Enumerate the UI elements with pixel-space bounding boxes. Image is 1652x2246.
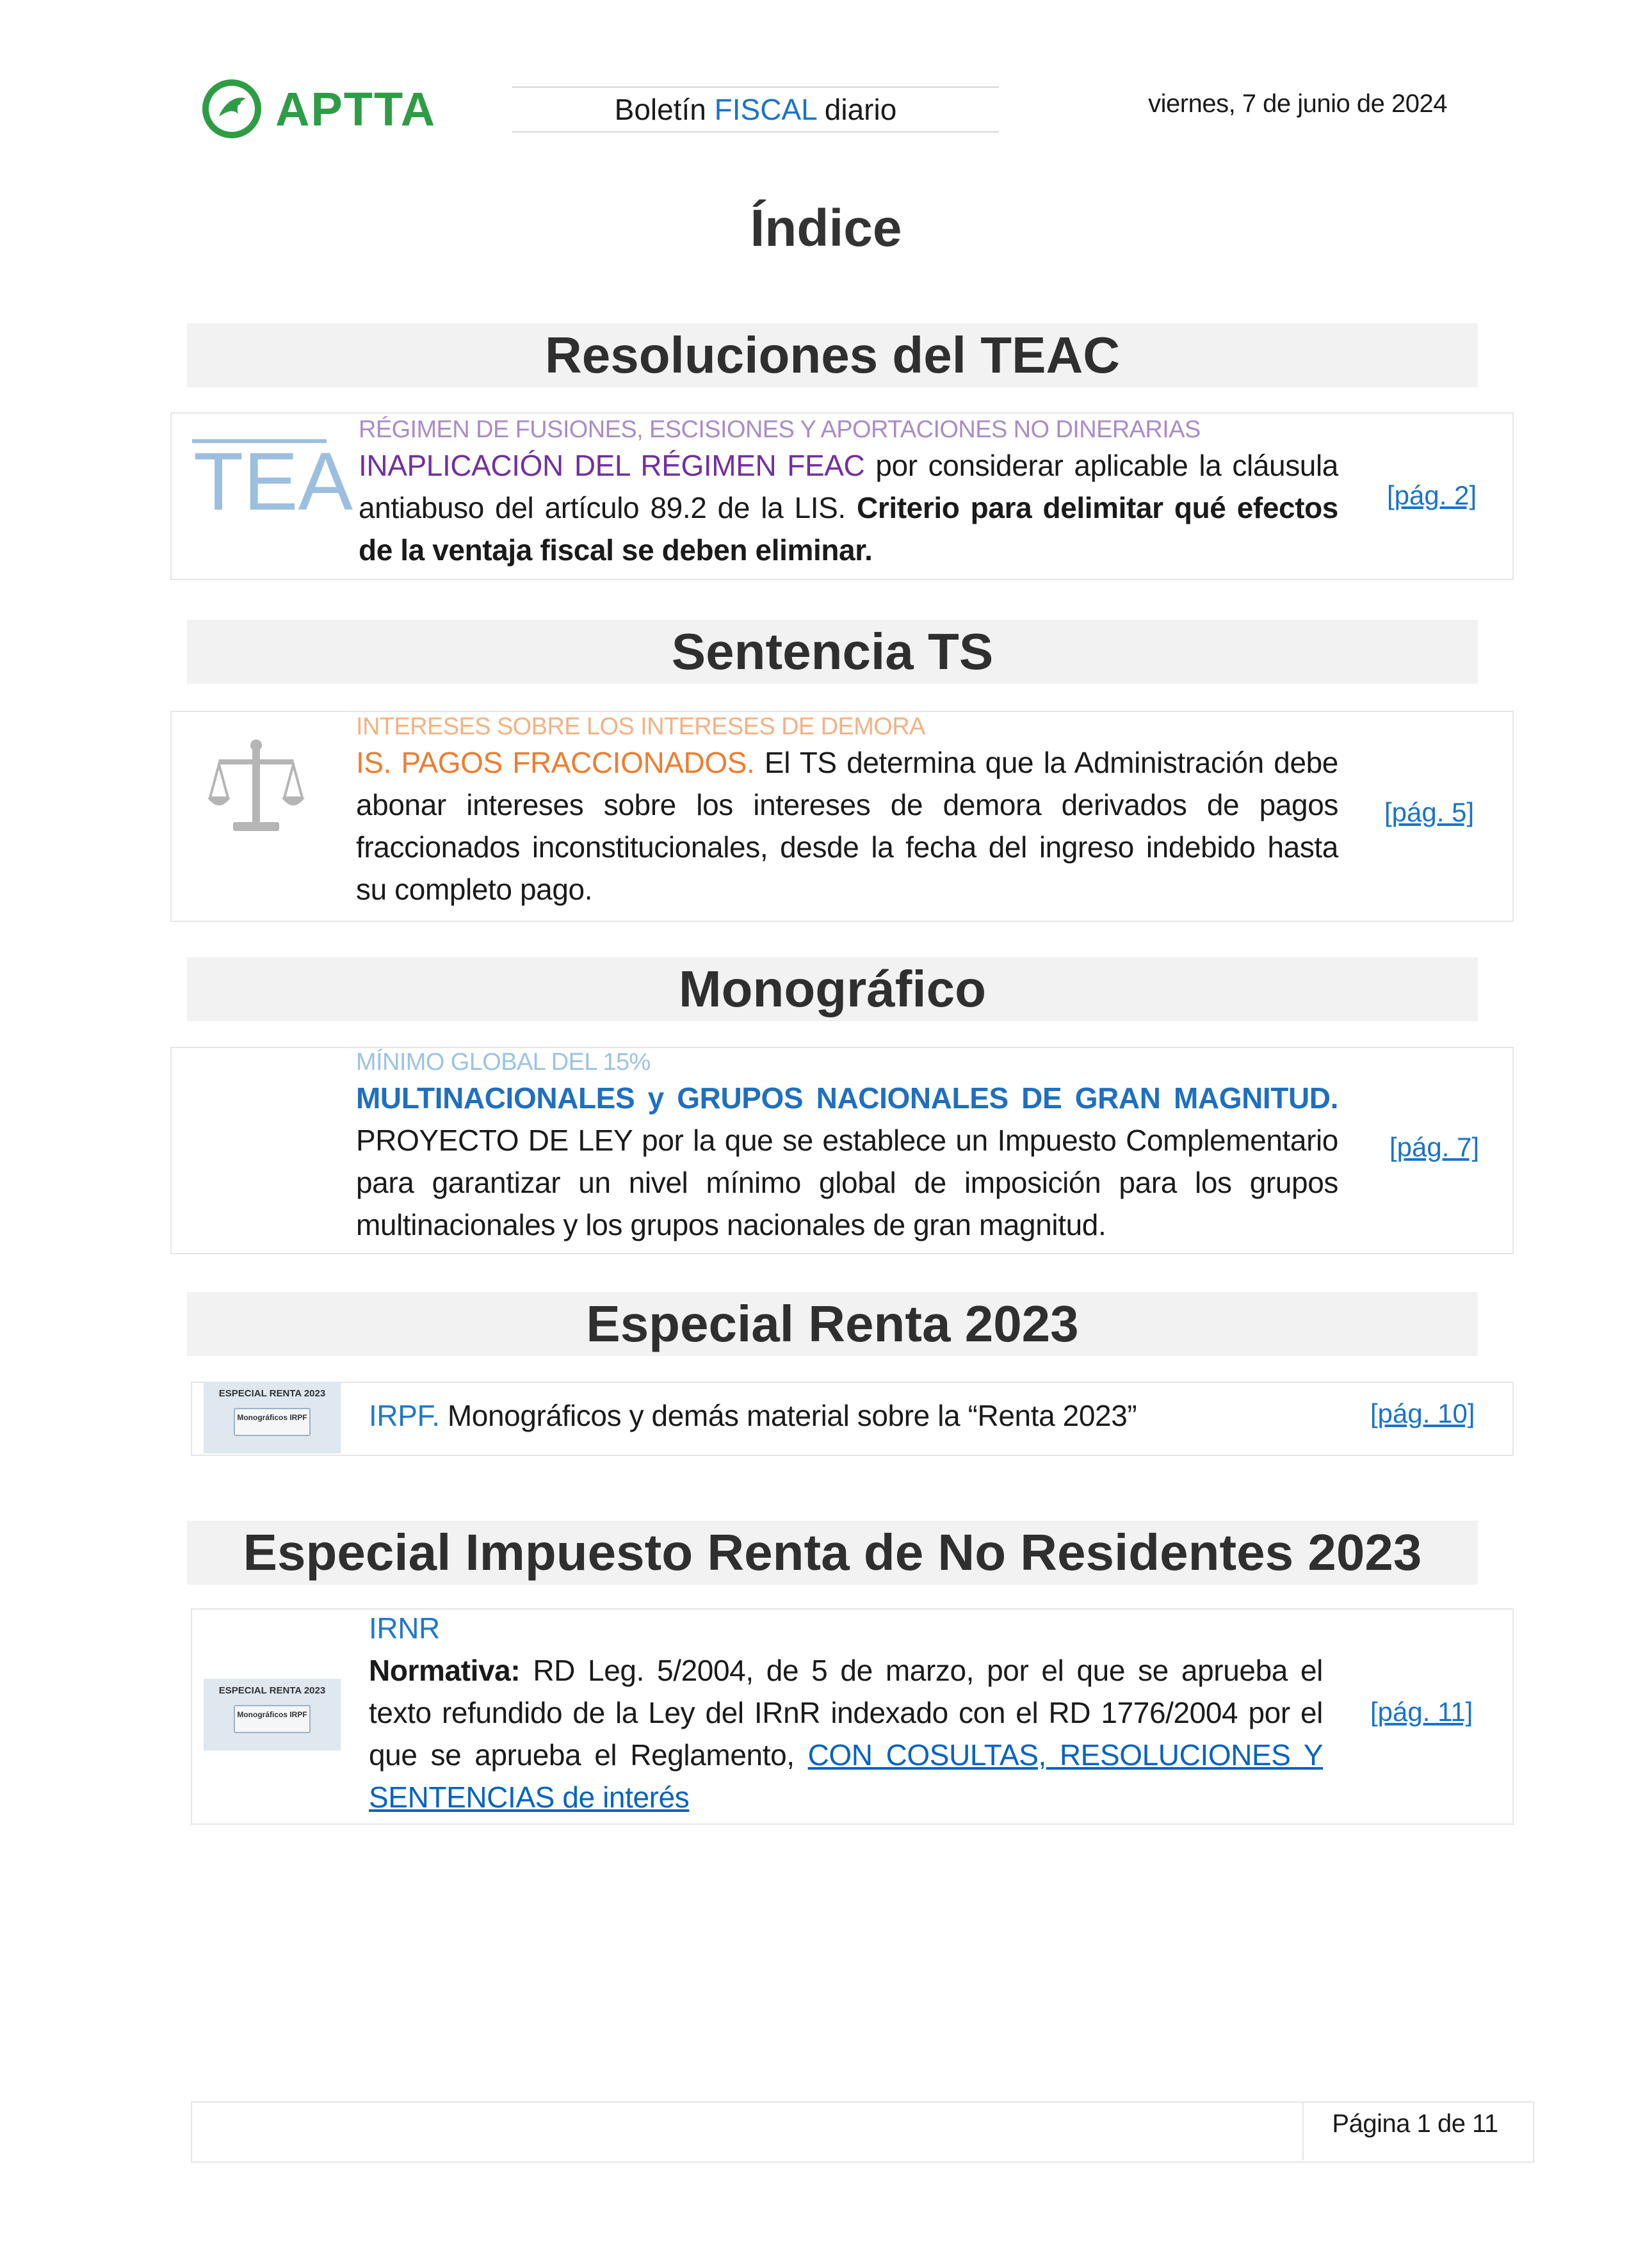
entry-lead: IRNR (369, 1612, 440, 1645)
aptta-logo-icon (200, 77, 264, 141)
section-heading-teac: Resoluciones del TEAC (187, 323, 1478, 387)
thumbnail-title: ESPECIAL RENTA 2023 (218, 1388, 326, 1399)
aptta-logo (200, 70, 469, 147)
section-heading-irnr: Especial Impuesto Renta de No Residentes 2023 (187, 1521, 1478, 1585)
category-label: INTERESES SOBRE LOS INTERESES DE DEMORA (356, 713, 925, 740)
entry-body: IS. PAGOS FRACCIONADOS. El TS determina que la Administración debe abonar intereses sobre los intereses de demora derivados de pagos fraccionados inconstitucionales, desde la fecha del ingreso indebido hasta su completo pago. (356, 746, 1338, 906)
section-heading-renta: Especial Renta 2023 (187, 1292, 1478, 1356)
category-label: RÉGIMEN DE FUSIONES, ESCISIONES Y APORTACIONES NO DINERARIAS (359, 416, 1201, 443)
tea-logo-image (192, 430, 353, 528)
logo-text: APTTA (275, 82, 437, 136)
page-link-7[interactable]: [pág. 7] (1389, 1132, 1480, 1162)
page-link-5[interactable]: [pág. 5] (1384, 797, 1475, 827)
tea-logo-text: TEA (193, 436, 353, 528)
entry-lead: INAPLICACIÓN DEL RÉGIMEN FEAC (359, 449, 865, 482)
entry-lead: MULTINACIONALES y GRUPOS NACIONALES DE GRAN MAGNITUD. (356, 1081, 1338, 1115)
page-number: Página 1 de 11 (1332, 2110, 1498, 2138)
scale-of-justice-icon (205, 736, 307, 839)
thumbnail-button: Monográficos IRPF (234, 1408, 311, 1436)
section-heading-monografico: Monográfico (187, 957, 1478, 1021)
page-link-10[interactable]: [pág. 10] (1370, 1398, 1475, 1428)
page-link-2[interactable]: [pág. 2] (1387, 480, 1477, 510)
entry-ts-content (356, 708, 1338, 910)
section-heading-ts: Sentencia TS (187, 620, 1478, 684)
index-title: Índice (750, 199, 902, 257)
bulletin-accent: FISCAL (714, 93, 817, 126)
category-label: MÍNIMO GLOBAL DEL 15% (356, 1049, 651, 1076)
entry-monografico-content (356, 1044, 1338, 1246)
entry-lead: IRPF. (369, 1399, 440, 1432)
entry-renta-body: IRPF. Monográficos y demás material sobre la “Renta 2023” (369, 1399, 1137, 1432)
page-link-11[interactable]: [pág. 11] (1370, 1697, 1473, 1727)
entry-body: Normativa: RD Leg. 5/2004, de 5 de marzo, por el que se aprueba el texto refundido de la Ley del IRnR indexado con el RD 1776/2004 por el que se aprueba el Reglamento, CON COSULTAS, RESOLUCIONES Y SENTENCIAS de interés (369, 1654, 1324, 1814)
entry-teac-content (359, 412, 1338, 571)
footer-divider (1302, 2101, 1304, 2160)
entry-body: MULTINACIONALES y GRUPOS NACIONALES DE GRAN MAGNITUD. PROYECTO DE LEY por la que se establece un Impuesto Complementario para garantizar un nivel mínimo global de imposición para los grupos multinacionales y los grupos nacionales de gran magnitud. (356, 1081, 1338, 1241)
consultas-link[interactable]: CON COSULTAS, RESOLUCIONES Y SENTENCIAS de interés (369, 1738, 1324, 1814)
header-date: viernes, 7 de junio de 2024 (1148, 90, 1447, 118)
entry-irnr-content (369, 1607, 1323, 1818)
entry-lead: IS. PAGOS FRACCIONADOS. (356, 746, 755, 779)
thumbnail-button: Monográficos IRPF (234, 1705, 311, 1733)
entry-body: INAPLICACIÓN DEL RÉGIMEN FEAC por considerar aplicable la cláusula antiabuso del artículo 89.2 de la LIS. Criterio para delimitar qué efectos de la ventaja fiscal se deben eliminar. (359, 449, 1338, 567)
irnr-thumbnail[interactable] (204, 1679, 341, 1750)
renta-thumbnail[interactable] (204, 1382, 341, 1453)
normativa-label: Normativa: (369, 1654, 521, 1687)
thumbnail-title: ESPECIAL RENTA 2023 (218, 1685, 326, 1696)
bulletin-title: Boletín FISCAL diario (512, 86, 999, 133)
